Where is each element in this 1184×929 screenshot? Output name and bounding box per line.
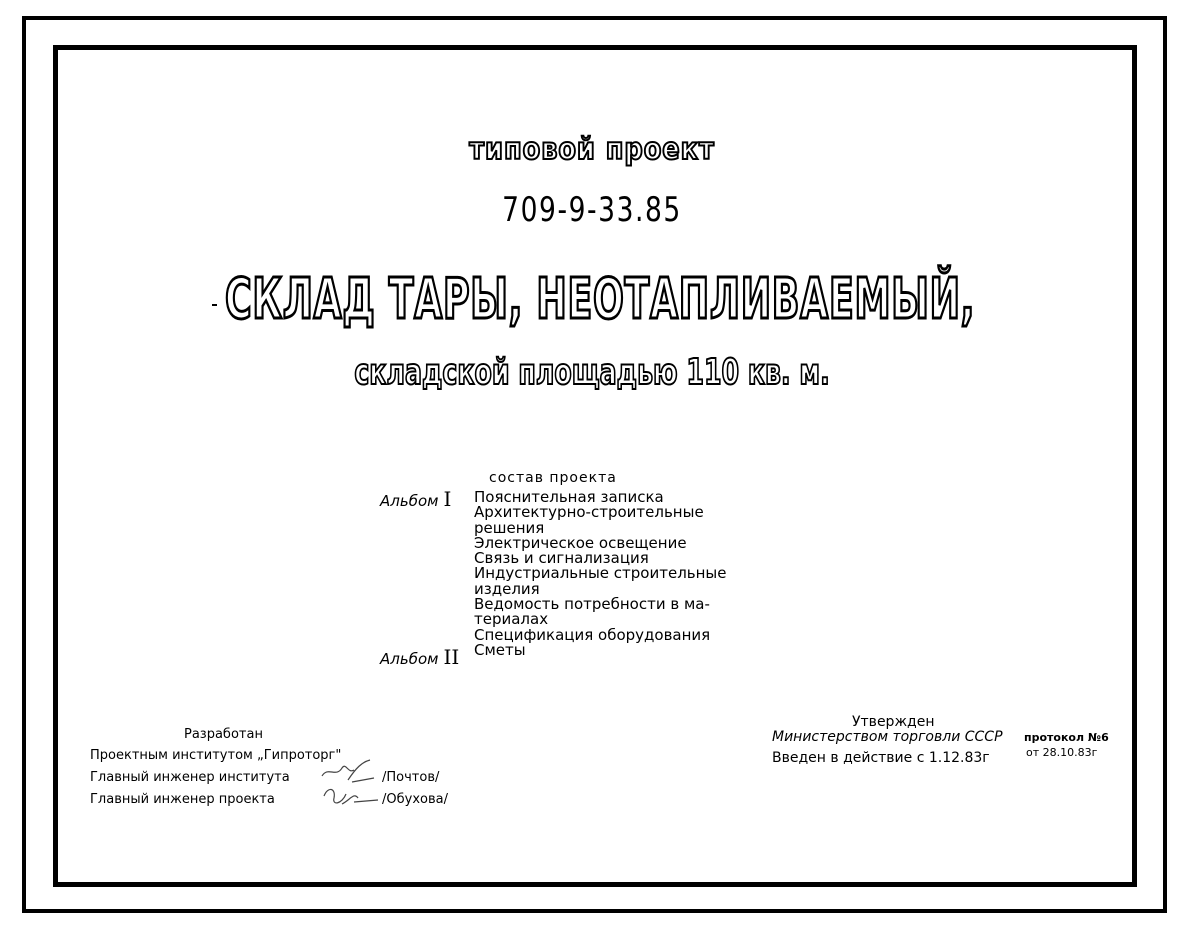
developer-heading: Разработан [184,727,263,742]
list-item: Связь и сигнализация [474,549,649,568]
composition-heading: состав проекта [489,470,617,486]
album-word: Альбом [380,650,439,668]
list-item: Пояснительная записка [474,488,664,506]
signature-2-icon [320,782,380,810]
list-item: изделия [474,579,540,598]
approval-heading: Утвержден [852,714,935,730]
album-number: I [443,487,452,511]
list-item: Архитектурно-строительные [474,503,704,522]
list-item: Ведомость потребности в ма- [474,595,710,614]
approval-by: Министерством торговли СССР [772,729,1003,745]
album-number: II [443,645,460,669]
chief-engineer-institute-role: Главный инженер института [90,770,290,785]
list-item: Электрическое освещение [474,533,687,552]
decorative-mark [212,304,217,306]
project-series-heading: типовой проект [469,132,715,167]
chief-engineer-institute-name: /Почтов/ [382,770,440,785]
list-item: Индустриальные строительные [474,564,727,583]
chief-engineer-project-name: /Обухова/ [382,792,448,807]
project-title-line1: СКЛАД ТАРЫ, НЕОТАПЛИВАЕМЫЙ, [225,267,976,332]
list-item: Спецификация оборудования [474,625,711,644]
album-2-label [380,645,459,669]
list-item: решения [474,518,545,537]
chief-engineer-project-role: Главный инженер проекта [90,792,275,807]
list-item: Сметы [474,640,526,659]
developer-org: Проектным институтом „Гипроторг" [90,748,342,763]
album-1-label [380,487,451,511]
effective-date: Введен в действие с 1.12.83г [772,750,990,766]
protocol-number: протокол №6 [1024,731,1109,744]
project-title-line2: складской площадью 110 кв. м. [354,352,830,393]
project-code: 709-9-33.85 [502,190,682,230]
list-item: териалах [474,610,549,629]
protocol-date: от 28.10.83г [1026,746,1098,759]
composition-list [474,490,727,658]
album-word: Альбом [380,492,439,510]
